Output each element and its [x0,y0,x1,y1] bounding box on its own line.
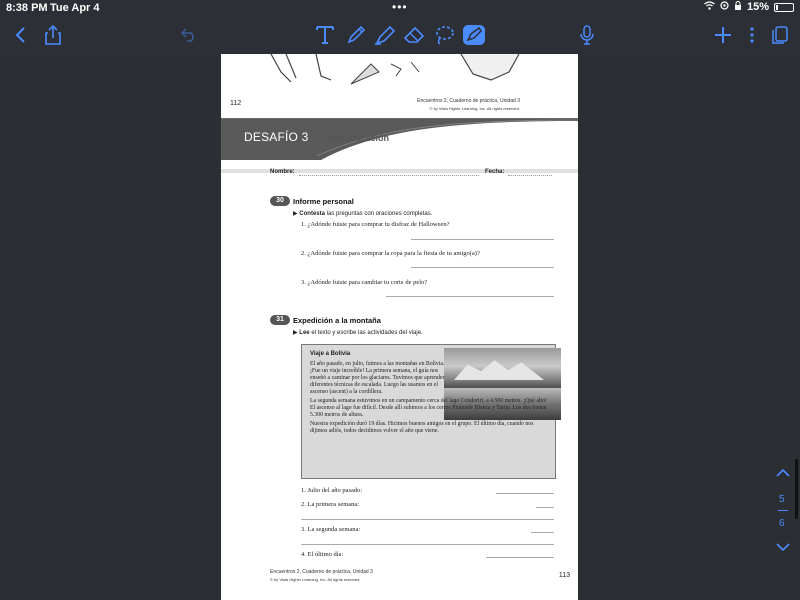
section-30-instructions [293,210,432,217]
reading-paragraph-2: La segunda semana estuvimos en un campamento cerca del lago Condoriri, a 4.500 metros. ¡Qué alto! El ascenso al lago fue difícil. Desde allí subimos a los cerros Pirámide Blanca y Tarija. Los dos tienen 5.300 metros de altura. [310,398,547,418]
answer-line-31-3b[interactable] [301,544,554,545]
battery-fill [776,5,778,10]
page-divider [778,510,788,511]
section-31-title: Expedición a la montaña [293,316,381,325]
section-31-badge: 31 [270,315,290,325]
question-31-1: 1. Julio del año pasado: [301,487,363,494]
more-icon[interactable] [745,16,759,54]
section-31-instructions [293,329,423,336]
question-31-4: 4. El último día: [301,551,344,558]
question-31-2: 2. La primera semana: [301,501,360,508]
question-31-3: 3. La segunda semana: [301,526,361,533]
fecha-label: Fecha: [485,169,505,175]
document-page[interactable] [221,54,578,600]
reading-title: Viaje a Bolivia [310,351,351,357]
status-time: 8:38 PM [6,2,48,14]
toolbar [0,16,800,54]
question-30-3: 3. ¿Adónde fuiste para cambiar tu corte de pelo? [301,279,428,286]
question-30-2: 2. ¿Adónde fuiste para comprar la ropa para la fiesta de tu amigo(a)? [301,250,480,257]
status-date: Tue Apr 4 [50,2,100,14]
answer-line-31-2b[interactable] [301,519,554,520]
prev-page-number: 112 [230,100,242,107]
answer-line-30-2[interactable] [411,267,554,268]
microphone-icon[interactable] [578,16,596,54]
lasso-icon[interactable] [433,16,455,54]
text-tool-icon[interactable] [314,16,336,54]
footer-line2: © by Vista Higher Learning, Inc. All rights reserved. [270,577,361,582]
play-arrow-icon: ▶ [293,330,298,336]
answer-line-31-4[interactable] [486,557,554,558]
share-icon[interactable] [43,16,63,54]
section-30-badge: 30 [270,196,290,206]
page-down-icon[interactable] [775,540,791,554]
nombre-label: Nombre: [270,169,295,175]
wifi-icon [704,1,715,13]
multitasking-dots[interactable]: ••• [392,0,408,14]
prev-footer-line2: © by Vista Higher Learning, Inc. All rights reserved. [429,106,520,111]
question-30-1: 1. ¿Adónde fuiste para comprar tu disfraz de Halloween? [301,221,450,228]
prev-page-footer [417,98,520,112]
instr-31-rest: el texto y escribe las actividades del viaje. [311,330,423,336]
page-up-icon[interactable] [775,466,791,480]
page-number: 113 [558,572,570,579]
answer-line-30-3[interactable] [386,296,554,297]
answer-line-31-1[interactable] [496,493,554,494]
scroll-handle[interactable] [795,459,798,519]
answer-line-31-2a[interactable] [536,507,554,508]
current-page: 5 [779,494,785,505]
fecha-line[interactable] [508,175,552,176]
orientation-lock-icon [734,1,742,13]
nombre-line[interactable] [299,175,479,176]
shapes-icon[interactable] [462,16,486,54]
pages-icon[interactable] [770,16,790,54]
location-icon [720,1,729,13]
eraser-icon[interactable] [402,16,426,54]
answer-line-31-3a[interactable] [531,532,554,533]
footer-line1: Encuentros 2, Cuaderno de práctica, Unidad 3 [270,569,373,575]
status-right [704,1,794,13]
illustration-fragment [261,54,541,94]
total-pages: 6 [779,518,785,529]
section-30-title: Informe personal [293,197,354,206]
instr-30-rest: las preguntas con oraciones completas. [326,211,433,217]
section-heading: Comunicación [327,133,390,143]
pen-icon[interactable] [345,16,367,54]
play-arrow-icon: ▶ [293,211,298,217]
back-icon[interactable] [10,16,30,54]
instr-31-bold: Lee [299,330,310,336]
document-canvas[interactable] [0,54,800,600]
reading-paragraph-1: El año pasado, en julio, fuimos a las montañas en Bolivia. ¡Fue un viaje increíble! La primera semana, el guía nos enseñó a caminar por los glaciares. Tuvimos que aprender diferentes técnicas de escalada. Luego las usamos en el ascenso (ascent) a la cordillera. [310,361,445,395]
reading-box [301,344,556,479]
highlighter-icon[interactable] [374,16,396,54]
battery-percent: 15% [746,1,769,13]
instr-30-bold: Contesta [299,211,325,217]
prev-footer-line1: Encuentros 2, Cuaderno de práctica, Unidad 3 [417,98,520,104]
page-footer [270,569,373,583]
reading-paragraph-3: Nuestra expedición duró 19 días. Hicimos buenos amigos en el grupo. El último día, cuando nos dijimos adiós, todos decidimos volver el año que viene. [310,421,534,434]
answer-line-30-1[interactable] [411,239,554,240]
battery-icon [774,3,794,12]
reading-body [310,361,550,437]
add-icon[interactable] [713,16,733,54]
undo-icon[interactable] [179,16,199,54]
desafio-label: DESAFÍO 3 [244,130,309,144]
status-bar [0,0,800,16]
page-scroller[interactable] [773,460,793,560]
